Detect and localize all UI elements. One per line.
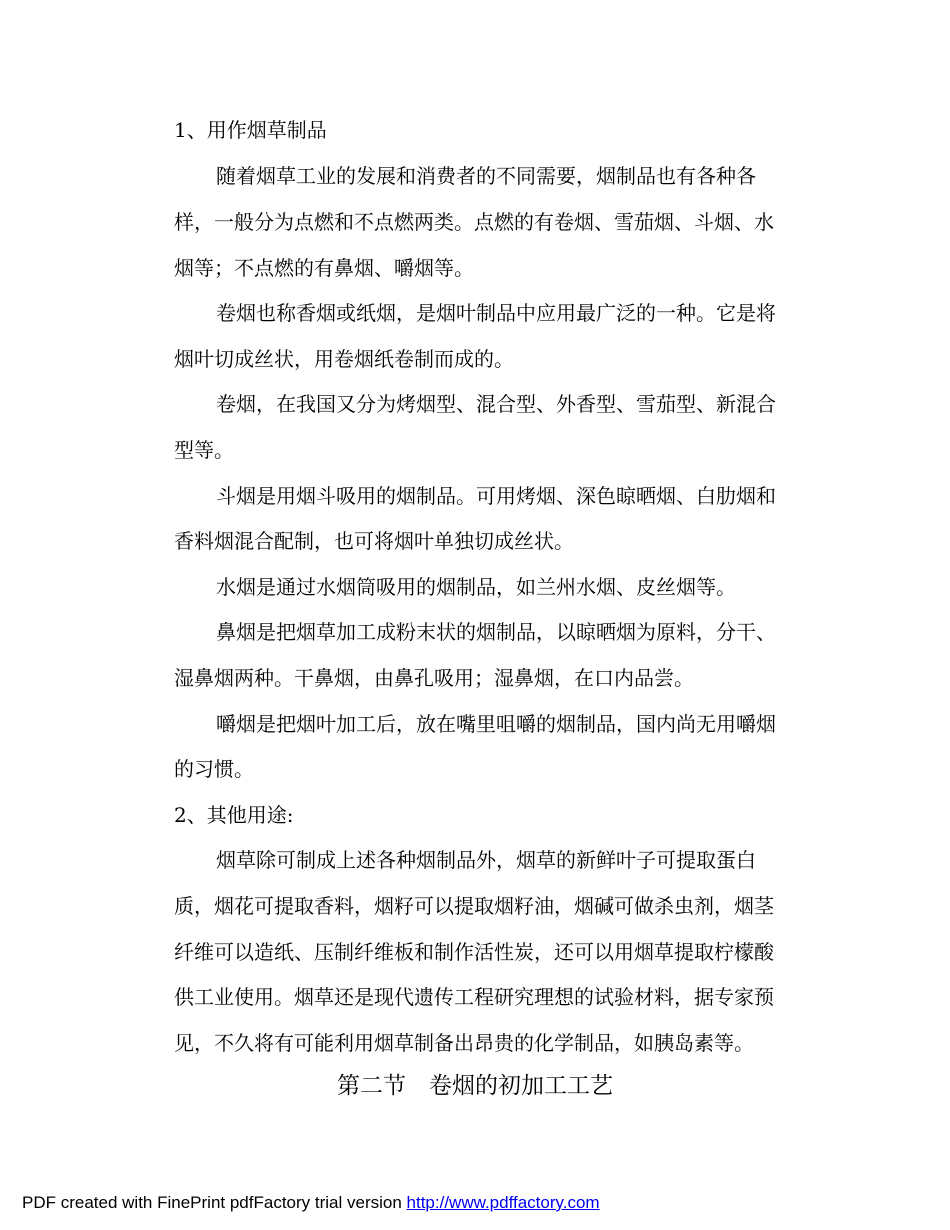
paragraph-line: 烟等；不点燃的有鼻烟、嚼烟等。 (174, 256, 474, 280)
paragraph-line: 卷烟，在我国又分为烤烟型、混合型、外香型、雪茄型、新混合 (216, 392, 776, 416)
paragraph-line: 水烟是通过水烟筒吸用的烟制品，如兰州水烟、皮丝烟等。 (216, 575, 736, 599)
paragraph-line: 纤维可以造纸、压制纤维板和制作活性炭，还可以用烟草提取柠檬酸 (174, 940, 774, 964)
paragraph-line: 烟草除可制成上述各种烟制品外，烟草的新鲜叶子可提取蛋白 (216, 848, 756, 872)
pdf-footer (22, 1192, 600, 1214)
paragraph-line: 随着烟草工业的发展和消费者的不同需要，烟制品也有各种各 (216, 164, 756, 188)
paragraph-line: 质，烟花可提取香料，烟籽可以提取烟籽油，烟碱可做杀虫剂，烟茎 (174, 894, 774, 918)
section-heading: 第二节 卷烟的初加工工艺 (337, 1073, 613, 1099)
paragraph-line: 香料烟混合配制，也可将烟叶单独切成丝状。 (174, 529, 574, 553)
paragraph-line: 烟叶切成丝状，用卷烟纸卷制而成的。 (174, 347, 514, 371)
paragraph-line: 的习惯。 (174, 757, 254, 781)
paragraph-line: 样，一般分为点燃和不点燃两类。点燃的有卷烟、雪茄烟、斗烟、水 (174, 210, 774, 234)
paragraph-line: 见，不久将有可能利用烟草制备出昂贵的化学制品，如胰岛素等。 (174, 1031, 754, 1055)
list-heading-1: 1、用作烟草制品 (174, 118, 327, 142)
paragraph-line: 型等。 (174, 438, 234, 462)
paragraph-line: 鼻烟是把烟草加工成粉末状的烟制品，以晾晒烟为原料，分干、 (216, 620, 776, 644)
list-heading-2: 2、其他用途: (174, 803, 294, 827)
footer-link[interactable]: http://www.pdffactory.com (406, 1193, 600, 1212)
paragraph-line: 供工业使用。烟草还是现代遗传工程研究理想的试验材料，据专家预 (174, 985, 774, 1009)
footer-text: PDF created with FinePrint pdfFactory trial version (22, 1193, 407, 1212)
paragraph-line: 湿鼻烟两种。干鼻烟，由鼻孔吸用；湿鼻烟，在口内品尝。 (174, 666, 694, 690)
paragraph-line: 卷烟也称香烟或纸烟，是烟叶制品中应用最广泛的一种。它是将 (216, 301, 776, 325)
paragraph-line: 嚼烟是把烟叶加工后，放在嘴里咀嚼的烟制品，国内尚无用嚼烟 (216, 712, 776, 736)
paragraph-line: 斗烟是用烟斗吸用的烟制品。可用烤烟、深色晾晒烟、白肋烟和 (216, 484, 776, 508)
